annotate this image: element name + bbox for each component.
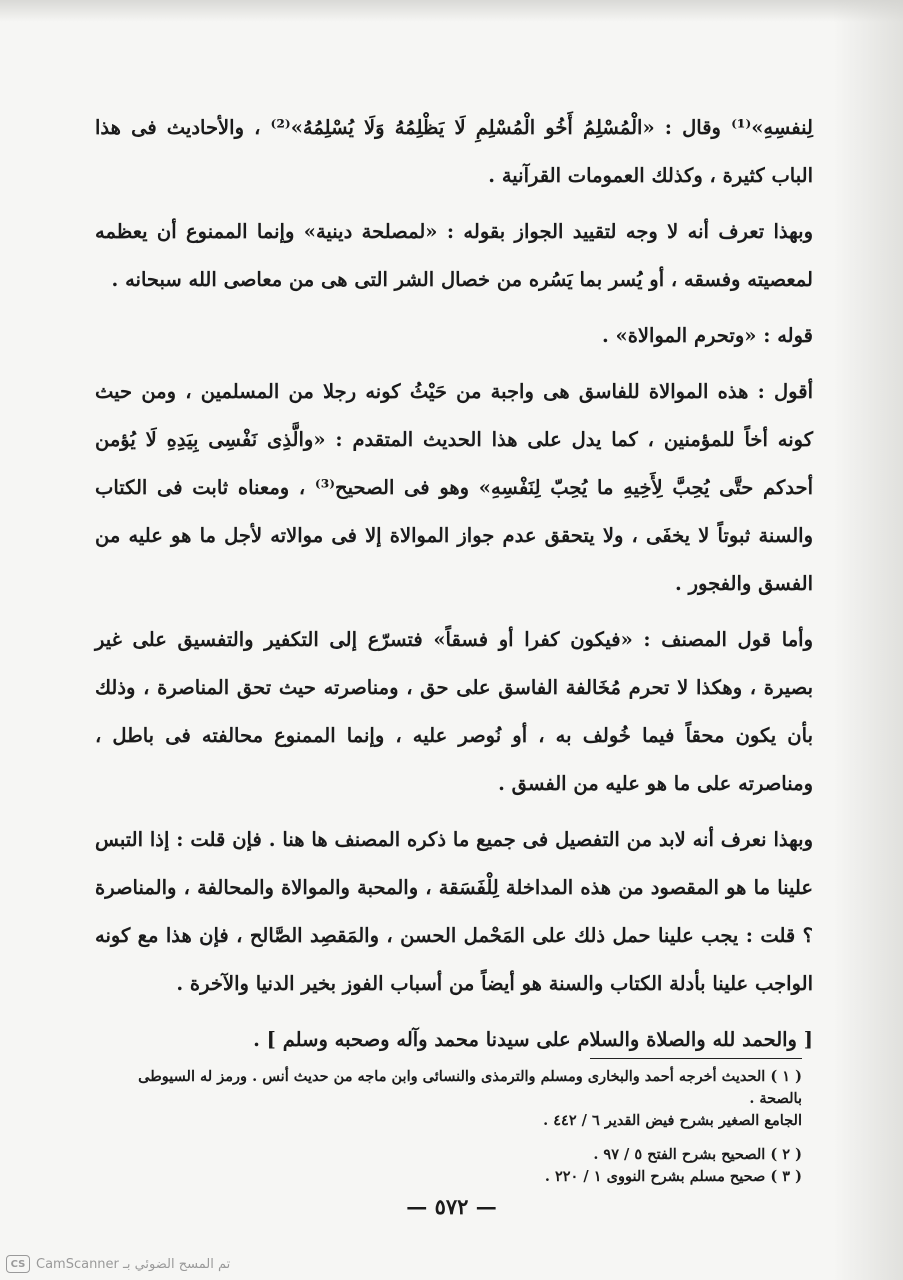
main-text [95, 104, 813, 1064]
paragraph-6: وبهذا نعرف أنه لابد من التفصيل فى جميع ما ذكره المصنف ها هنا . فإن قلت : إذا التبس علينا ما هو المقصود من هذه المداخلة لِلْفَسَقة ، والمحبة والموالاة والمحالفة ، والمناصرة ؟ قلت : يجب علينا حمل ذلك على المَحْمل الحسن ، والمَقصِد الصَّالح ، فإن هذا مع كونه الواجب علينا بأدلة الكتاب والسنة هو أيضاً من أسباب الفوز بخير الدنيا والآخرة . [95, 828, 813, 995]
footnote-1: ( ١ ) الحديث أخرجه أحمد والبخارى ومسلم والترمذى والنسائى وابن ماجه من حديث أنس . ورمز له السيوطى بالصحة . [138, 1068, 802, 1107]
paragraph-1: لِنفسِهِ»⁽¹⁾ وقال : «الْمُسْلِمُ أَخُو الْمُسْلِمِ لَا يَظْلِمُهُ وَلَا يُسْلِمُهُ»⁽²⁾ ، والأحاديث فى هذا الباب كثيرة ، وكذلك العمومات القرآنية . [95, 116, 813, 187]
footnotes [100, 1066, 802, 1188]
camscanner-text: CamScanner تم المسح الضوئي بـ [36, 1256, 231, 1272]
paragraph-5: وأما قول المصنف : «فيكون كفرا أو فسقاً» فتسرّع إلى التكفير والتفسيق على غير بصيرة ، وهكذا لا تحرم مُخَالفة الفاسق على حق ، ومناصرته حيث تحق المناصرة ، وذلك بأن يكون محقاً فيما خُولف به ، أو نُوصر عليه ، وإنما الممنوع محالفته فى باطل ، ومناصرته على ما هو عليه من الفسق . [95, 628, 813, 795]
paragraph-3: قوله : «وتحرم الموالاة» . [601, 324, 813, 347]
footnote-1-continued: الجامع الصغير بشرح فيض القدير ٦ / ٤٤٢ . [543, 1112, 802, 1129]
page-number: — ٥٧٢ — [406, 1194, 497, 1219]
paragraph-2: وبهذا تعرف أنه لا وجه لتقييد الجواز بقوله : «لمصلحة دينية» وإنما الممنوع أن يعظمه لمعصيته وفسقه ، أو يُسر بما يَسُره من خصال الشر التى هى من معاصى الله سبحانه . [95, 220, 813, 291]
closing-line: [ والحمد لله والصلاة والسلام على سيدنا محمد وآله وصحبه وسلم ] . [253, 1028, 813, 1051]
footnote-3: ( ٣ ) صحيح مسلم بشرح النووى ١ / ٢٢٠ . [544, 1168, 802, 1185]
paragraph-4: أقول : هذه الموالاة للفاسق هى واجبة من حَيْثُ كونه رجلا من المسلمين ، ومن حيث كونه أخاً للمؤمنين ، كما يدل على هذا الحديث المتقدم : «والَّذِى نَفْسِى بِيَدِهِ لَا يُؤمن أحدكم حتَّى يُحِبَّ لِأَخِيهِ ما يُحِبّ لِنَفْسِهِ» وهو فى الصحيح⁽³⁾ ، ومعناه ثابت فى الكتاب والسنة ثبوتاً لا يخفَى ، ولا يتحقق عدم جواز الموالاة إلا فى موالاته لأجل ما هو عليه من الفسق والفجور . [95, 380, 814, 595]
camscanner-watermark [6, 1255, 230, 1273]
footnote-divider [590, 1058, 802, 1059]
scan-shadow-right [833, 0, 903, 1280]
scan-shadow-top [0, 0, 903, 22]
camscanner-logo-icon: CS [6, 1255, 30, 1273]
footnote-2: ( ٢ ) الصحيح بشرح الفتح ٥ / ٩٧ . [593, 1146, 802, 1163]
